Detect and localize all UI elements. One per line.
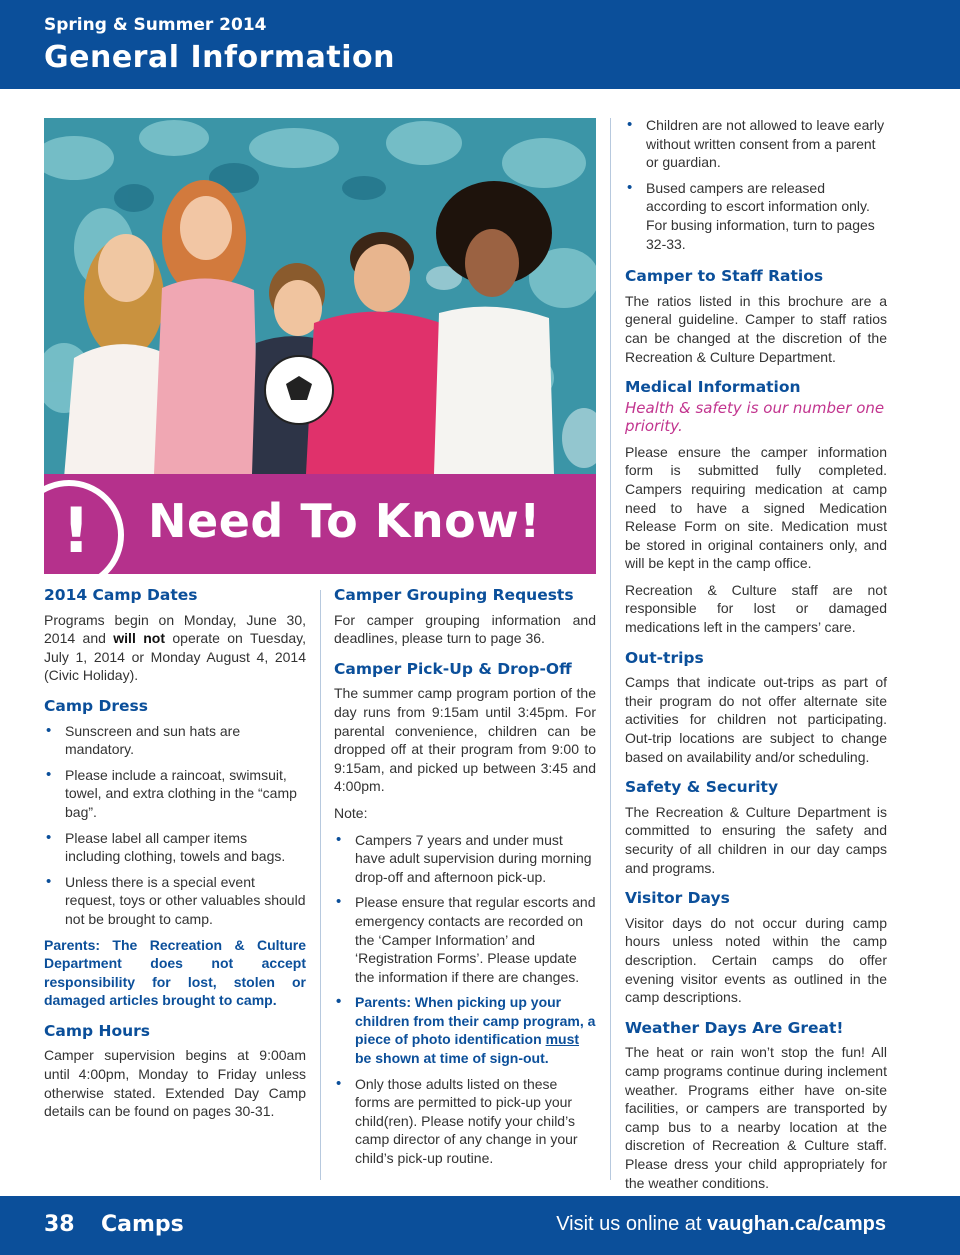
- medical-text-2: Recreation & Culture staff are not responsible for lost or damaged medications left in the campers’ care.: [625, 581, 887, 636]
- pickup-text: The summer camp program portion of the day runs from 9:15am until 3:45pm. For parental convenience, children can be dropped off at their program from 9:00 to 9:15am, and picked up between 3:45 and 4:00pm.: [334, 685, 596, 795]
- grouping-text: For camper grouping information and deadlines, please turn to page 36.: [334, 611, 596, 647]
- list-item: • Unless there is a special event request, toys or other valuables should not be brought to camp.: [44, 873, 306, 929]
- need-to-know-banner: [44, 474, 596, 574]
- grouping-section: [334, 586, 596, 648]
- header-subtitle: Spring & Summer 2014: [44, 15, 267, 35]
- visitor-text: Visitor days do not occur during camp hours unless noted within the camp description. Certain camps do offer evening visitor events as outlined in the camp descriptions.: [625, 914, 887, 1006]
- pickup-note-label: Note:: [334, 804, 368, 821]
- medical-section: [625, 378, 887, 637]
- right-column: [625, 116, 887, 1204]
- exclamation-icon: !: [62, 494, 91, 567]
- release-list: [625, 116, 887, 253]
- page-header: [0, 0, 960, 89]
- footer-section-name: Camps: [101, 1212, 184, 1237]
- ratios-heading: Camper to Staff Ratios: [625, 267, 824, 286]
- footer-visit-text: Visit us online at vaughan.ca/camps: [556, 1213, 886, 1235]
- middle-column: [334, 586, 596, 1180]
- outtrips-text: Camps that indicate out-trips as part of their program do not offer alternate site activities for children not participating. Out-trip locations are subject to change based on availability and/or scheduling.: [625, 674, 887, 765]
- left-column: [44, 586, 306, 1133]
- safety-section: [625, 778, 887, 877]
- page-number: 38: [44, 1212, 75, 1237]
- weather-text: The heat or rain won’t stop the fun! All camp programs continue during inclement weather. Programs either have on-site facilities, or campers are transported by camp bus to a nearby location at the discretion of Recreation & Culture staff. Please dress your child appropriately for the weather conditions.: [625, 1044, 887, 1191]
- list-item-parents-id: • Parents: When picking up your children from their camp program, a piece of photo identification must be shown at time of sign-out.: [334, 993, 596, 1067]
- weather-section: [625, 1019, 887, 1192]
- list-item: • Bused campers are released according to escort information only. For busing information, turn to pages 32-33.: [625, 179, 887, 253]
- safety-text: The Recreation & Culture Department is committed to ensuring the safety and security of all children in our day camps and programs.: [625, 803, 887, 876]
- camp-dates-heading: 2014 Camp Dates: [44, 586, 198, 604]
- camp-dates-section: [44, 586, 306, 685]
- footer-url-link[interactable]: vaughan.ca/camps: [707, 1213, 886, 1235]
- medical-tagline: Health & safety is our number one priority.: [625, 398, 885, 435]
- list-item: • Only those adults listed on these forms are permitted to pick-up your child(ren). Please notify your child’s camp director of any change in your child’s pick-up routine.: [334, 1075, 596, 1168]
- column-divider-1: [320, 590, 321, 1180]
- header-title: General Information: [44, 40, 396, 75]
- camp-dress-section: [44, 697, 306, 1010]
- medical-heading: Medical Information: [625, 378, 801, 397]
- banner-title: Need To Know!: [148, 494, 541, 548]
- camp-hours-heading: Camp Hours: [44, 1021, 151, 1040]
- camp-hours-text: Camper supervision begins at 9:00am until 4:00pm, Monday to Friday unless otherwise stated. Extended Day Camp details can be found on pages 30-31.: [44, 1047, 306, 1120]
- pickup-heading: Camper Pick-Up & Drop-Off: [334, 659, 572, 678]
- parents-responsibility-note: Parents: The Recreation & Culture Department does not accept responsibility for lost, stolen or damaged articles brought to camp.: [44, 936, 306, 1009]
- list-item: • Campers 7 years and under must have adult supervision during morning drop-off and afternoon pick-up.: [334, 831, 596, 887]
- camp-dress-list: [44, 722, 306, 929]
- visitor-heading: Visitor Days: [625, 889, 730, 908]
- page-footer: [0, 1196, 960, 1255]
- list-item: • Sunscreen and sun hats are mandatory.: [44, 722, 306, 759]
- camp-dates-text: Programs begin on Monday, June 30, 2014 and will not operate on Tuesday, July 1, 2014 or Monday August 4, 2014 (Civic Holiday).: [44, 611, 306, 684]
- ratios-text: The ratios listed in this brochure are a general guideline. Camper to staff ratios can be changed at the discretion of the Recreation & Culture Department.: [625, 292, 887, 365]
- grouping-heading: Camper Grouping Requests: [334, 586, 574, 604]
- list-item: • Please label all camper items including clothing, towels and bags.: [44, 829, 306, 866]
- camp-dress-heading: Camp Dress: [44, 696, 148, 715]
- camp-hours-section: [44, 1022, 306, 1121]
- hero-photo: [44, 118, 596, 574]
- outtrips-section: [625, 649, 887, 767]
- outtrips-heading: Out-trips: [625, 648, 704, 667]
- pickup-section: [334, 660, 596, 1168]
- pickup-list: [334, 831, 596, 1168]
- weather-heading: Weather Days Are Great!: [625, 1018, 844, 1037]
- ratios-section: [625, 267, 887, 366]
- list-item: • Please include a raincoat, swimsuit, towel, and extra clothing in the “camp bag”.: [44, 766, 306, 822]
- list-item: • Children are not allowed to leave early without written consent from a parent or guardian.: [625, 116, 887, 172]
- medical-text-1: Please ensure the camper information form is submitted fully completed. Campers requiring medication at camp need to have a signed Medication Release Form on site. Medication must be stored in original containers only, and will be kept in the camp office.: [625, 443, 887, 572]
- safety-heading: Safety & Security: [625, 778, 779, 797]
- visitor-section: [625, 889, 887, 1007]
- list-item: • Please ensure that regular escorts and emergency contacts are recorded on the ‘Camper Information’ and ‘Registration Forms’. Please update the information if there are changes.: [334, 893, 596, 986]
- column-divider-2: [610, 118, 611, 1180]
